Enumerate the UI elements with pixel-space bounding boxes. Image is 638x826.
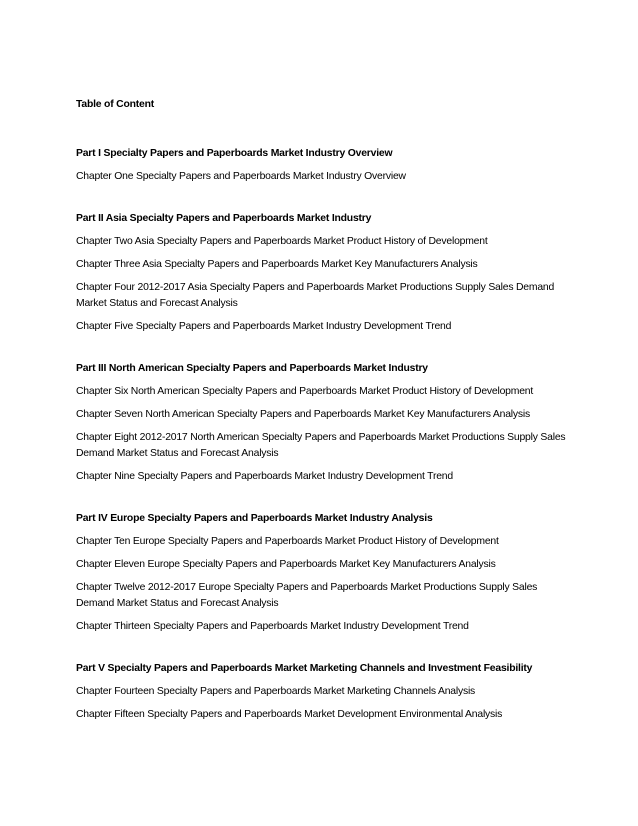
chapter-entry: Chapter Seven North American Specialty Papers and Paperboards Market Key Manufacturers Analysis	[76, 409, 531, 420]
part-title: Part III North American Specialty Papers and Paperboards Market Industry	[76, 363, 428, 374]
chapter-entry: Chapter Eleven Europe Specialty Papers and Paperboards Market Key Manufacturers Analysis	[76, 559, 496, 570]
part-2	[76, 211, 576, 335]
chapter-entry: Chapter Six North American Specialty Papers and Paperboards Market Product History of Development	[76, 386, 534, 397]
part-5	[76, 661, 576, 723]
part-title: Part I Specialty Papers and Paperboards Market Industry Overview	[76, 148, 393, 159]
part-title: Part V Specialty Papers and Paperboards Market Marketing Channels and Investment Feasibility	[76, 663, 533, 674]
chapter-entry: Chapter Ten Europe Specialty Papers and Paperboards Market Product History of Development	[76, 536, 499, 547]
part-3	[76, 361, 576, 485]
chapter-entry: Chapter Eight 2012-2017 North American Specialty Papers and Paperboards Market Productions Supply Sales Demand Market Status and Forecast Analysis	[76, 432, 566, 459]
toc-title: Table of Content	[76, 99, 154, 110]
chapter-entry: Chapter Four 2012-2017 Asia Specialty Papers and Paperboards Market Productions Supply Sales Demand Market Status and Forecast Analysis	[76, 282, 555, 309]
part-1	[76, 146, 576, 185]
document-page	[76, 97, 576, 730]
chapter-entry: Chapter Fourteen Specialty Papers and Paperboards Market Marketing Channels Analysis	[76, 686, 476, 697]
chapter-entry: Chapter One Specialty Papers and Paperboards Market Industry Overview	[76, 171, 406, 182]
chapter-entry: Chapter Nine Specialty Papers and Paperboards Market Industry Development Trend	[76, 471, 453, 482]
chapter-entry: Chapter Thirteen Specialty Papers and Paperboards Market Industry Development Trend	[76, 621, 469, 632]
chapter-entry: Chapter Three Asia Specialty Papers and Paperboards Market Key Manufacturers Analysis	[76, 259, 478, 270]
part-title: Part IV Europe Specialty Papers and Paperboards Market Industry Analysis	[76, 513, 433, 524]
chapter-entry: Chapter Five Specialty Papers and Paperboards Market Industry Development Trend	[76, 321, 452, 332]
chapter-entry: Chapter Fifteen Specialty Papers and Paperboards Market Development Environmental Analysis	[76, 709, 503, 720]
chapter-entry: Chapter Twelve 2012-2017 Europe Specialty Papers and Paperboards Market Productions Supply Sales Demand Market Status and Forecast Analysis	[76, 582, 538, 609]
part-title: Part II Asia Specialty Papers and Paperboards Market Industry	[76, 213, 372, 224]
part-4	[76, 511, 576, 635]
chapter-entry: Chapter Two Asia Specialty Papers and Paperboards Market Product History of Development	[76, 236, 488, 247]
